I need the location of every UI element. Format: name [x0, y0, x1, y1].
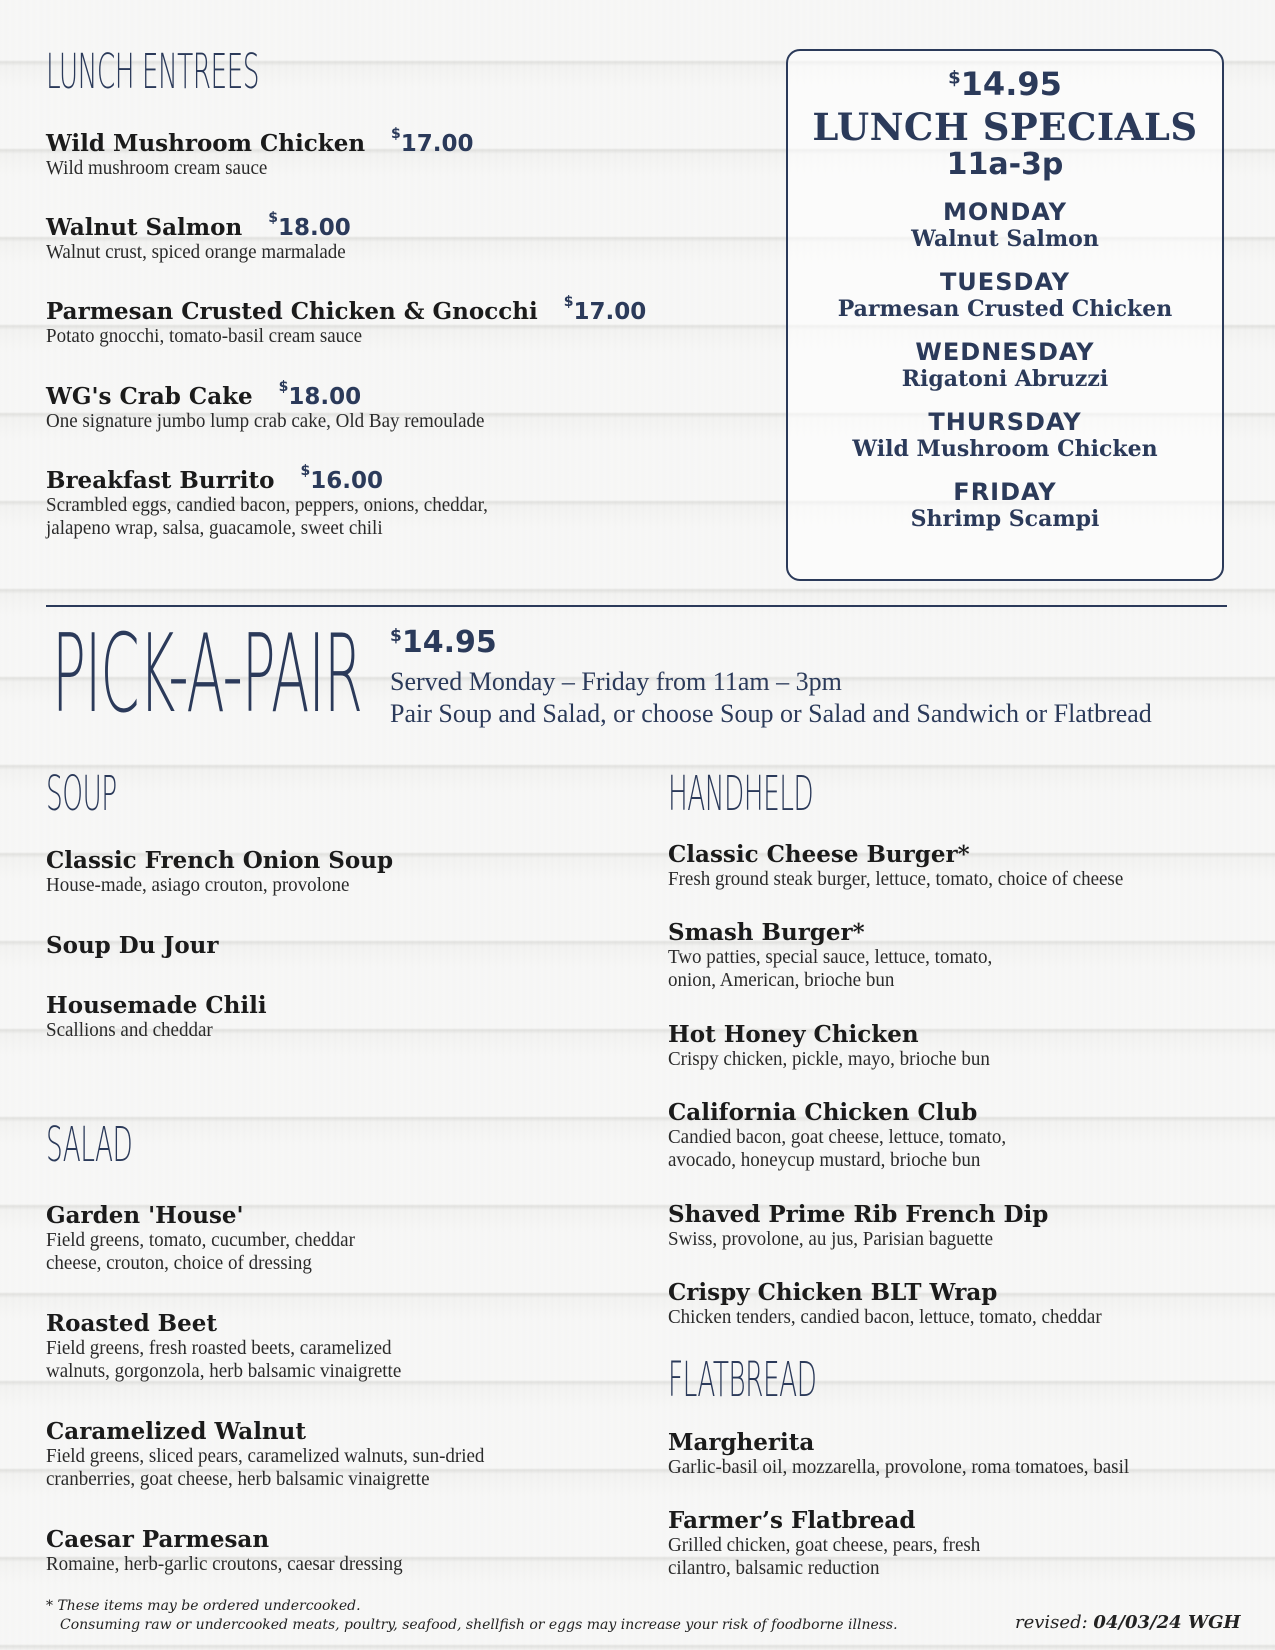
flatbread-item [668, 1429, 1153, 1479]
undercooked-note: * These items may be ordered undercooked. [46, 1598, 361, 1614]
entree-desc: One signature jumbo lump crab cake, Old Bay remoulade [46, 410, 485, 432]
lunch-specials-box [786, 49, 1224, 581]
flatbread-desc: Grilled chicken, goat cheese, pears, fresh [668, 1534, 981, 1556]
salad-desc: Field greens, tomato, cucumber, cheddar [46, 1229, 355, 1251]
flatbread-desc: cilantro, balsamic reduction [668, 1557, 880, 1579]
salad-item [46, 1310, 420, 1383]
flatbread-title: FLATBREAD [668, 1352, 817, 1408]
specials-dish: Shrimp Scampi [910, 506, 1100, 532]
handheld-desc: Two patties, special sauce, lettuce, tomato, [668, 946, 993, 968]
entree-desc: jalapeno wrap, salsa, guacamole, sweet chili [46, 517, 383, 539]
specials-dish: Wild Mushroom Chicken [852, 436, 1158, 462]
flatbread-name: Margherita [668, 1429, 815, 1456]
entree-price: $17.00 [391, 126, 474, 157]
soup-desc: House-made, asiago crouton, provolone [46, 874, 350, 896]
lunch-entrees-title: LUNCH ENTREES [46, 44, 260, 100]
soup-name: Soup Du Jour [46, 932, 219, 959]
entree-desc: Wild mushroom cream sauce [46, 157, 268, 179]
specials-day: MONDAY [943, 198, 1067, 226]
salad-name: Caramelized Walnut [46, 1418, 306, 1445]
entree-price: $17.00 [563, 294, 647, 325]
handheld-desc: Crispy chicken, pickle, mayo, brioche bun [668, 1048, 990, 1070]
salad-desc: Field greens, fresh roasted beets, caramelized [46, 1337, 392, 1359]
handheld-title: HANDHELD [668, 766, 814, 822]
specials-day: FRIDAY [953, 478, 1057, 506]
specials-day: WEDNESDAY [915, 338, 1095, 366]
entree-item [46, 210, 362, 264]
salad-desc: cheese, crouton, choice of dressing [46, 1252, 312, 1274]
entree-price: $16.00 [300, 463, 384, 494]
handheld-item [668, 1279, 1124, 1329]
entree-name: Wild Mushroom Chicken [46, 130, 366, 157]
salad-desc: walnuts, gorgonzola, herb balsamic vinaigrette [46, 1360, 402, 1382]
handheld-item [668, 1021, 1007, 1071]
entree-desc: Walnut crust, spiced orange marmalade [46, 241, 346, 263]
pick-a-pair-hours: Served Monday – Friday from 11am – 3pm [390, 667, 842, 696]
entree-name: Walnut Salmon [46, 214, 243, 241]
salad-title: SALAD [46, 1117, 133, 1173]
flatbread-desc: Garlic-basil oil, mozzarella, provolone, roma tomatoes, basil [668, 1456, 1130, 1478]
handheld-desc: Swiss, provolone, au jus, Parisian baguette [668, 1228, 994, 1250]
pick-a-pair-title: PICK-A-PAIR [52, 612, 362, 737]
handheld-item [668, 1201, 1048, 1251]
handheld-desc: Fresh ground steak burger, lettuce, tomato, choice of cheese [668, 868, 1124, 890]
handheld-item [668, 841, 1147, 891]
soup-desc: Scallions and cheddar [46, 1019, 213, 1041]
handheld-item [668, 1099, 1024, 1172]
pick-a-pair-description: Pair Soup and Salad, or choose Soup or Salad and Sandwich or Flatbread [390, 699, 1152, 728]
specials-title: LUNCH SPECIALS [812, 105, 1198, 149]
specials-day: THURSDAY [928, 408, 1082, 436]
specials-dish: Parmesan Crusted Chicken [837, 296, 1173, 322]
entree-desc: Scrambled eggs, candied bacon, peppers, onions, cheddar, [46, 494, 488, 516]
salad-item [46, 1202, 371, 1275]
salad-desc: cranberries, goat cheese, herb balsamic vinaigrette [46, 1468, 430, 1490]
soup-item [46, 847, 393, 897]
entree-name: WG's Crab Cake [46, 383, 253, 410]
soup-name: Housemade Chili [46, 992, 267, 1019]
handheld-desc: Chicken tenders, candied bacon, lettuce, tomato, cheddar [668, 1306, 1102, 1328]
specials-dish: Walnut Salmon [911, 226, 1099, 252]
handheld-name: Shaved Prime Rib French Dip [668, 1201, 1049, 1228]
entree-name: Parmesan Crusted Chicken & Gnocchi [46, 298, 538, 325]
soup-name: Classic French Onion Soup [46, 847, 394, 874]
section-divider [46, 605, 1227, 607]
entree-price: $18.00 [268, 210, 351, 241]
handheld-desc: avocado, honeycup mustard, brioche bun [668, 1149, 981, 1171]
handheld-desc: onion, American, brioche bun [668, 969, 895, 991]
salad-name: Roasted Beet [46, 1310, 217, 1337]
handheld-name: California Chicken Club [668, 1099, 978, 1126]
entree-price: $18.00 [278, 379, 362, 410]
handheld-item [668, 919, 1009, 992]
flatbread-item [668, 1507, 997, 1580]
handheld-desc: Candied bacon, goat cheese, lettuce, tomato, [668, 1126, 1007, 1148]
specials-day: TUESDAY [939, 268, 1071, 296]
foodborne-warning: Consuming raw or undercooked meats, poultry, seafood, shellfish or eggs may increase your risk of foodborne illness. [60, 1617, 898, 1633]
soup-item [46, 932, 219, 959]
pick-a-pair-price: $14.95 [390, 625, 497, 660]
handheld-name: Hot Honey Chicken [668, 1021, 919, 1048]
salad-name: Caesar Parmesan [46, 1526, 270, 1553]
specials-price: $14.95 [948, 65, 1062, 103]
entree-desc: Potato gnocchi, tomato-basil cream sauce [46, 325, 363, 347]
handheld-name: Smash Burger* [668, 919, 865, 946]
handheld-name: Classic Cheese Burger* [668, 841, 970, 868]
revised-date: revised: 04/03/24 WGH [1015, 1612, 1241, 1633]
soup-item [46, 992, 267, 1042]
entree-name: Breakfast Burrito [46, 467, 275, 494]
salad-item [46, 1418, 508, 1491]
specials-hours: 11a-3p [946, 147, 1064, 182]
flatbread-name: Farmer’s Flatbread [668, 1507, 916, 1534]
salad-desc: Field greens, sliced pears, caramelized walnuts, sun-dried [46, 1445, 485, 1467]
handheld-name: Crispy Chicken BLT Wrap [668, 1279, 998, 1306]
entree-item [46, 294, 647, 348]
specials-dish: Rigatoni Abruzzi [901, 366, 1109, 392]
salad-item [46, 1526, 421, 1576]
salad-name: Garden 'House' [46, 1202, 244, 1229]
salad-desc: Romaine, herb-garlic croutons, caesar dressing [46, 1553, 403, 1575]
soup-title: SOUP [46, 766, 117, 822]
entree-item [46, 463, 511, 540]
entree-item [46, 126, 474, 180]
entree-item [46, 379, 508, 433]
